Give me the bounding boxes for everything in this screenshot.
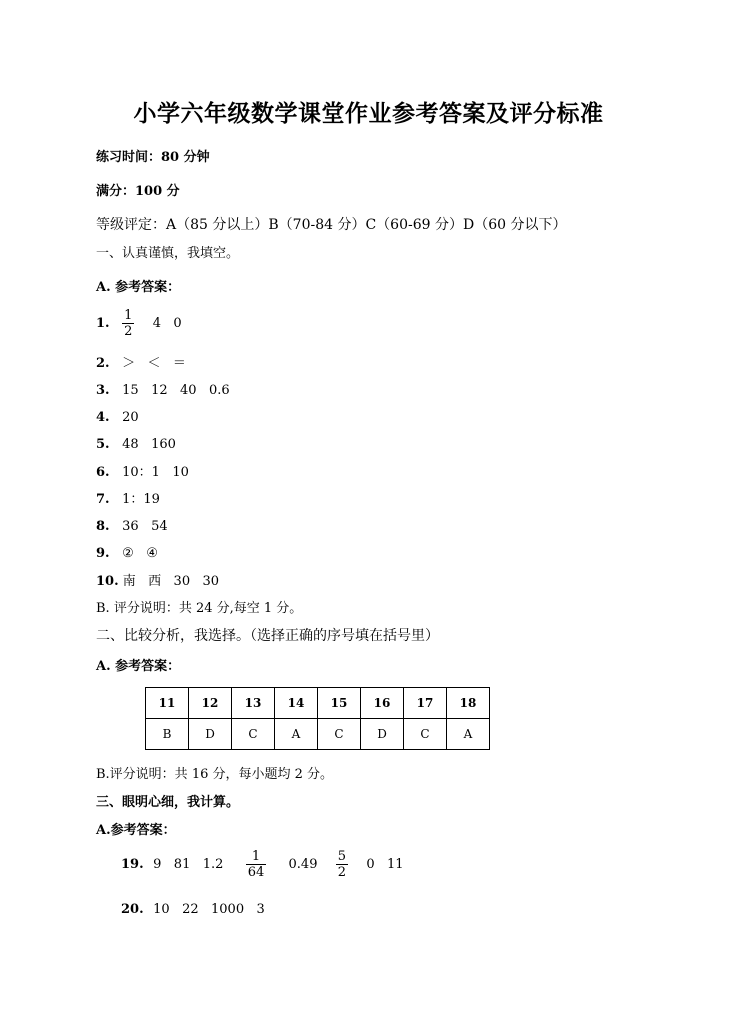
fraction-numerator: 5 xyxy=(337,849,347,864)
answer-7-number: 7. xyxy=(96,492,110,507)
answer-8-number: 8. xyxy=(96,519,110,534)
answer-8-text: 36 54 xyxy=(122,519,168,534)
answer-cell: D xyxy=(361,719,404,750)
section-2-scoring-note: B.评分说明：共 16 分，每小题均 2 分。 xyxy=(96,767,334,782)
section-1-scoring-note: B. 评分说明：共 24 分,每空 1 分。 xyxy=(96,601,303,616)
section-2-heading: 二、比较分析，我选择。（选择正确的序号填在括号里） xyxy=(96,628,439,644)
answer-19-number: 19. xyxy=(121,857,144,872)
answer-8 xyxy=(96,519,168,535)
answer-5-number: 5. xyxy=(96,437,110,452)
question-number-cell: 14 xyxy=(275,688,318,719)
section-1-heading: 一、认真谨慎，我填空。 xyxy=(96,246,240,261)
answer-5-text: 48 160 xyxy=(122,437,176,452)
question-number-cell: 16 xyxy=(361,688,404,719)
question-number-cell: 13 xyxy=(232,688,275,719)
section-1-answer-label: A. 参考答案： xyxy=(96,280,181,295)
answer-20-text: 10 22 1000 3 xyxy=(153,902,265,917)
answer-9 xyxy=(96,546,158,562)
multiple-choice-answer-table xyxy=(145,687,490,750)
answer-cell: C xyxy=(232,719,275,750)
fraction-denominator: 2 xyxy=(124,324,133,339)
answer-3-number: 3. xyxy=(96,383,110,398)
answer-7-text: 1：19 xyxy=(122,492,160,507)
question-number-cell: 11 xyxy=(146,688,189,719)
fraction-denominator: 64 xyxy=(247,865,265,880)
full-score: 满分：100 分 xyxy=(96,184,180,199)
answer-10-text: 南 西 30 30 xyxy=(122,574,220,589)
answer-19-part-b: 0.49 xyxy=(288,857,318,872)
answer-cell: B xyxy=(146,719,189,750)
fraction xyxy=(246,849,267,880)
answer-cell: A xyxy=(275,719,318,750)
answer-19 xyxy=(121,849,404,880)
fraction-numerator: 1 xyxy=(124,308,133,323)
answer-2 xyxy=(96,356,186,372)
answer-cell: D xyxy=(189,719,232,750)
answer-1-number: 1. xyxy=(96,316,110,331)
answer-6 xyxy=(96,465,189,481)
answer-6-number: 6. xyxy=(96,465,110,480)
answer-7 xyxy=(96,492,160,508)
question-number-cell: 17 xyxy=(404,688,447,719)
question-number-cell: 12 xyxy=(189,688,232,719)
practice-time: 练习时间：80 分钟 xyxy=(96,150,210,165)
answer-row xyxy=(146,719,490,750)
answer-20 xyxy=(121,902,265,918)
answer-9-text: ② ④ xyxy=(122,546,158,561)
page-title: 小学六年级数学课堂作业参考答案及评分标准 xyxy=(133,100,604,127)
answer-2-text: ＞ ＜ ＝ xyxy=(122,356,186,371)
answer-4 xyxy=(96,410,139,426)
answer-3-text: 15 12 40 0.6 xyxy=(122,383,230,398)
answer-1-rest: 4 0 xyxy=(152,316,182,331)
section-3-heading: 三、眼明心细，我计算。 xyxy=(96,795,240,810)
answer-19-part-a: 9 81 1.2 xyxy=(153,857,224,872)
answer-19-part-c: 0 11 xyxy=(366,857,404,872)
answer-20-number: 20. xyxy=(121,902,144,917)
section-3-answer-label: A.参考答案： xyxy=(96,823,176,838)
question-number-cell: 18 xyxy=(447,688,490,719)
answer-10 xyxy=(96,574,219,590)
answer-4-text: 20 xyxy=(122,410,139,425)
answer-cell: C xyxy=(404,719,447,750)
answer-4-number: 4. xyxy=(96,410,110,425)
answer-10-number: 10. xyxy=(96,574,119,589)
section-2-answer-label: A. 参考答案： xyxy=(96,659,181,674)
answer-1 xyxy=(96,308,182,339)
question-number-row xyxy=(146,688,490,719)
question-number-cell: 15 xyxy=(318,688,361,719)
answer-9-number: 9. xyxy=(96,546,110,561)
answer-3 xyxy=(96,383,230,399)
fraction xyxy=(336,849,348,880)
fraction xyxy=(122,308,134,339)
answer-cell: C xyxy=(318,719,361,750)
fraction-numerator: 1 xyxy=(251,849,261,864)
answer-cell: A xyxy=(447,719,490,750)
answer-5 xyxy=(96,437,176,453)
answer-6-text: 10：1 10 xyxy=(122,465,189,480)
fraction-denominator: 2 xyxy=(337,865,347,880)
answer-2-number: 2. xyxy=(96,356,110,371)
grade-levels: 等级评定：A（85 分以上）B（70-84 分）C（60-69 分）D（60 分以下） xyxy=(96,217,567,233)
